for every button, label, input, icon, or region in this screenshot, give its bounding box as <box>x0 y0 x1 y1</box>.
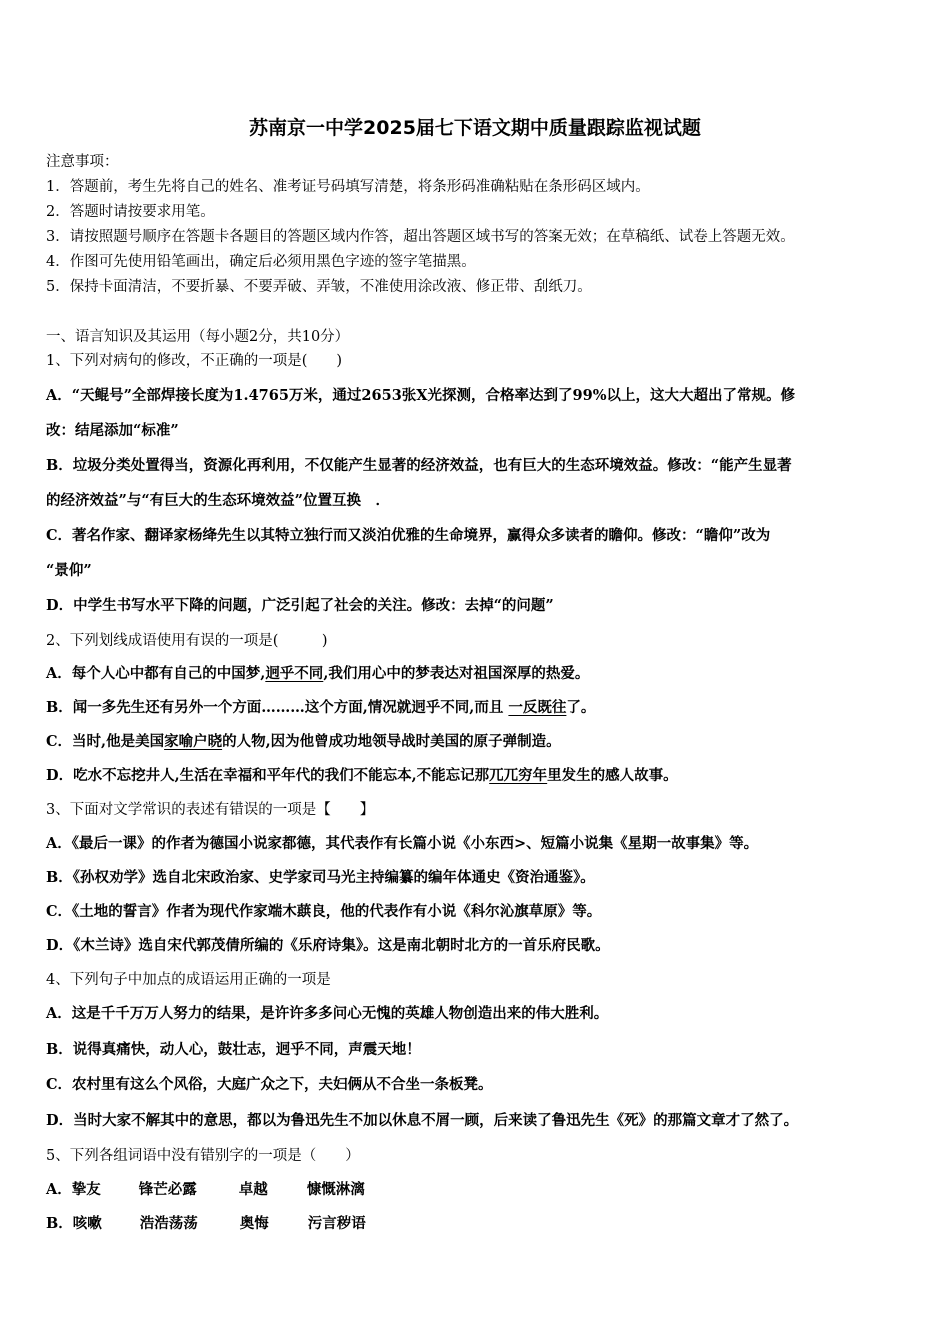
q5-b-word-3: 奥悔 <box>239 1215 269 1232</box>
q2-stem: 2、下列划线成语使用有误的一项是( ) <box>46 633 328 649</box>
q3-option-d: D．《木兰诗》选自宋代郭茂倩所编的《乐府诗集》。这是南北朝时北方的一首乐府民歌。 <box>46 937 610 954</box>
notice-item-3: 3．请按照题号顺序在答题卡各题目的答题区域内作答，超出答题区域书写的答案无效；在草稿纸、试卷上答题无效。 <box>46 229 795 245</box>
q5-a-word-3: 卓越 <box>238 1181 268 1198</box>
q1-option-c-line1: C．著名作家、翻译家杨绛先生以其特立独行而又淡泊优雅的生命境界，赢得众多读者的瞻仰。修改：“瞻仰”改为 <box>46 527 771 544</box>
q5-b-letter: B． <box>46 1215 73 1232</box>
notice-item-1: 1．答题前，考生先将自己的姓名、准考证号码填写清楚，将条形码准确粘贴在条形码区域内。 <box>46 179 650 195</box>
q5-stem: 5、下列各组词语中没有错别字的一项是（ ） <box>46 1148 360 1164</box>
q5-a-letter: A． <box>46 1181 72 1198</box>
q2-b-underlined-idiom: 一反既往 <box>508 699 567 716</box>
section-heading: 一、语言知识及其运用（每小题2分，共10分） <box>46 329 350 345</box>
q4-option-d: D．当时大家不解其中的意思，都以为鲁迅先生不加以休息不屑一顾，后来读了鲁迅先生《死》的那篇文章才了然了。 <box>46 1112 799 1129</box>
q1-option-a-line1: A．“天鲲号”全部焊接长度为1.4765万米，通过2653张X光探测，合格率达到了99%以上，这大大超出了常规。修 <box>46 387 795 404</box>
q1-option-c-line2: “景仰” <box>46 562 92 579</box>
q2-c-text-end: 的人物,因为他曾成功地领导战时美国的原子弹制造。 <box>222 733 561 750</box>
q2-a-underlined-idiom: 迥乎不同 <box>265 665 324 682</box>
q2-option-b <box>46 698 595 718</box>
q5-a-word-4: 慷慨淋漓 <box>306 1181 365 1198</box>
q5-a-word-1: 挚友 <box>71 1181 101 1198</box>
q3-option-a: A．《最后一课》的作者为德国小说家都德，其代表作有长篇小说《小东西>、短篇小说集《星期一故事集》等。 <box>46 835 759 852</box>
q2-option-a <box>46 664 589 684</box>
q2-a-text-end: ,我们用心中的梦表达对祖国深厚的热爱。 <box>323 665 590 682</box>
q2-c-text: C．当时,他是美国 <box>46 733 165 750</box>
q1-option-d: D．中学生书写水平下降的问题，广泛引起了社会的关注。修改：去掉“的问题” <box>46 597 554 614</box>
q2-a-text: A．每个人心中都有自己的中国梦, <box>46 665 266 682</box>
exam-title: 苏南京一中学2025届七下语文期中质量跟踪监视试题 <box>249 117 701 139</box>
q5-option-b <box>46 1214 366 1234</box>
q3-option-c: C．《土地的誓言》作者为现代作家端木蕻良，他的代表作有小说《科尔沁旗草原》等。 <box>46 903 602 920</box>
q5-a-word-2: 锋芒必露 <box>138 1181 197 1198</box>
q5-b-word-2: 浩浩荡荡 <box>139 1215 198 1232</box>
q4-option-a: A．这是千千万万人努力的结果，是许许多多问心无愧的英雄人物创造出来的伟大胜利。 <box>46 1005 609 1022</box>
q4-stem: 4、下列句子中加点的成语运用正确的一项是 <box>46 972 331 988</box>
q5-b-word-1: 咳嗽 <box>72 1215 102 1232</box>
q3-option-b: B．《孙权劝学》选自北宋政治家、史学家司马光主持编纂的编年体通史《资治通鉴》。 <box>46 869 595 886</box>
q2-d-text: D．吃水不忘挖井人,生活在幸福和平年代的我们不能忘本,不能忘记那 <box>46 767 490 784</box>
q2-b-text: B．闻一多先生还有另外一个方面………这个方面,情况就迥乎不同,而且 <box>46 699 509 716</box>
q5-b-word-4: 污言秽语 <box>307 1215 366 1232</box>
q5-option-a <box>46 1180 365 1200</box>
q2-option-d <box>46 766 678 786</box>
q2-option-c <box>46 732 561 752</box>
q1-option-b-line2: 的经济效益”与“有巨大的生态环境效益”位置互换 ． <box>46 492 391 509</box>
q4-option-c: C．农村里有这么个风俗，大庭广众之下，夫妇俩从不合坐一条板凳。 <box>46 1076 493 1093</box>
q1-option-b-line1: B．垃圾分类处置得当，资源化再利用，不仅能产生显著的经济效益，也有巨大的生态环境效益。修改：“能产生显著 <box>46 457 792 474</box>
q1-stem: 1、下列对病句的修改，不正确的一项是( ) <box>46 353 343 369</box>
notice-item-2: 2．答题时请按要求用笔。 <box>46 204 215 220</box>
q1-option-a-line2: 改：结尾添加“标准” <box>46 422 179 439</box>
q2-d-text-end: 里发生的感人故事。 <box>547 767 678 784</box>
q2-c-underlined-idiom: 家喻户晓 <box>164 733 223 750</box>
q2-b-text-end: 了。 <box>566 699 596 716</box>
notice-item-4: 4．作图可先使用铅笔画出，确定后必须用黑色字迹的签字笔描黑。 <box>46 254 476 270</box>
notice-item-5: 5．保持卡面清洁，不要折暴、不要弄破、弄皱，不准使用涂改液、修正带、刮纸刀。 <box>46 279 592 295</box>
q4-option-b: B．说得真痛快，动人心，鼓壮志，迥乎不同，声震天地！ <box>46 1041 421 1058</box>
q2-d-underlined-idiom: 兀兀穷年 <box>489 767 548 784</box>
notice-heading: 注意事项： <box>46 154 119 170</box>
q3-stem: 3、下面对文学常识的表述有错误的一项是【 】 <box>46 802 375 818</box>
